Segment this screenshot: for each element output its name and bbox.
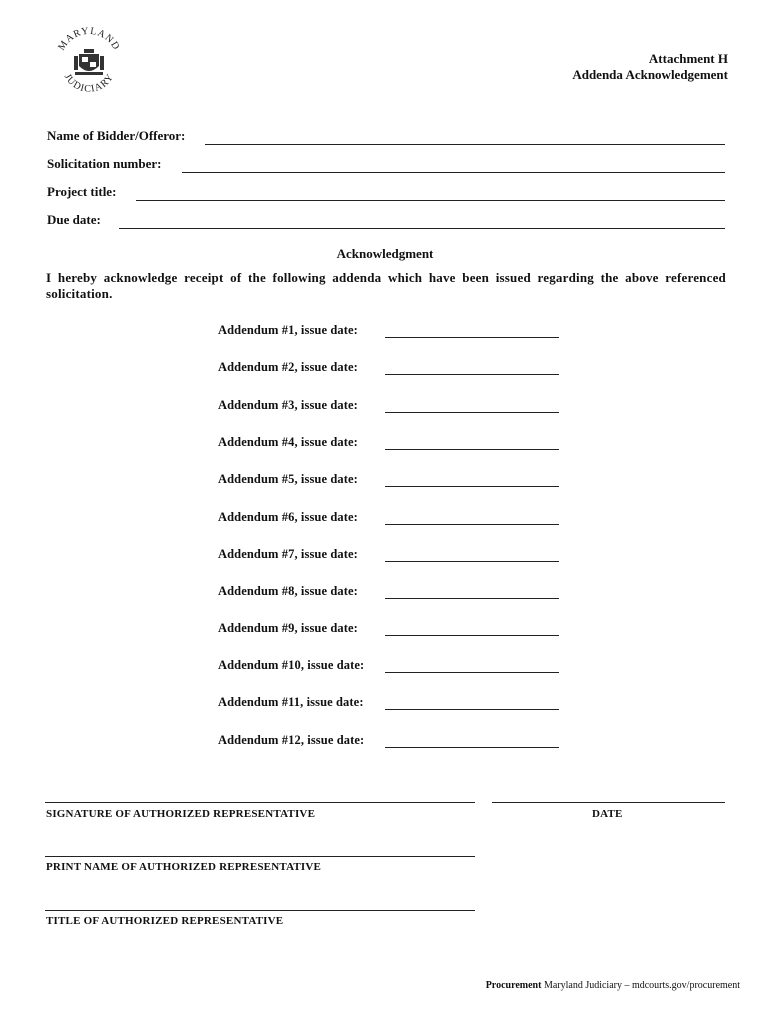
addendum-6-date-line[interactable] [385,524,559,525]
addendum-3-date-line[interactable] [385,412,559,413]
addendum-4-date-line[interactable] [385,449,559,450]
addendum-11-label: Addendum #11, issue date: [218,695,364,709]
date-line[interactable] [492,802,725,803]
solicitation-number-line[interactable] [182,172,725,173]
addendum-10-date-line[interactable] [385,672,559,673]
title-label: TITLE OF AUTHORIZED REPRESENTATIVE [46,915,284,927]
addendum-12-date-line[interactable] [385,747,559,748]
addendum-10-label: Addendum #10, issue date: [218,658,365,672]
solicitation-number-label: Solicitation number: [47,156,162,171]
print-name-label: PRINT NAME OF AUTHORIZED REPRESENTATIVE [46,861,322,873]
addendum-9-date-line[interactable] [385,635,559,636]
addendum-3-label: Addendum #3, issue date: [218,398,358,412]
page-footer [486,980,740,991]
addendum-1-date-line[interactable] [385,337,559,338]
footer-text: Maryland Judiciary – mdcourts.gov/procurement [543,980,740,991]
addendum-2-date-line[interactable] [385,374,559,375]
attachment-label: Attachment H [648,51,728,66]
document-title: Addenda Acknowledgement [572,67,728,82]
signature-label: SIGNATURE OF AUTHORIZED REPRESENTATIVE [46,808,316,820]
project-title-label: Project title: [47,184,117,199]
bidder-name-line[interactable] [205,144,725,145]
addendum-2-label: Addendum #2, issue date: [218,360,358,374]
addendum-9-label: Addendum #9, issue date: [218,621,358,635]
print-name-line[interactable] [45,856,475,857]
due-date-label: Due date: [47,212,101,227]
addendum-8-label: Addendum #8, issue date: [218,584,358,598]
addendum-5-date-line[interactable] [385,486,559,487]
addendum-6-label: Addendum #6, issue date: [218,510,358,524]
project-title-line[interactable] [136,200,725,201]
svg-text:JUDICIARY: JUDICIARY [61,71,117,95]
addendum-12-label: Addendum #12, issue date: [218,733,365,747]
bidder-name-label: Name of Bidder/Offeror: [47,128,186,143]
signature-line[interactable] [45,802,475,803]
footer-procurement: Procurement [485,980,542,991]
addendum-11-date-line[interactable] [385,709,559,710]
date-label: DATE [592,808,623,820]
due-date-line[interactable] [119,228,725,229]
addendum-1-label: Addendum #1, issue date: [218,323,358,337]
maryland-judiciary-seal [55,22,123,102]
addendum-5-label: Addendum #5, issue date: [218,472,358,486]
addendum-7-date-line[interactable] [385,561,559,562]
svg-text:MARYLAND: MARYLAND [56,25,122,53]
addendum-7-label: Addendum #7, issue date: [218,547,358,561]
addendum-8-date-line[interactable] [385,598,559,599]
acknowledgment-statement: I hereby acknowledge receipt of the following addenda which have been issued regarding the above referenced solicitation. [46,270,726,301]
addendum-4-label: Addendum #4, issue date: [218,435,358,449]
title-line[interactable] [45,910,475,911]
acknowledgment-heading: Acknowledgment [336,246,434,261]
